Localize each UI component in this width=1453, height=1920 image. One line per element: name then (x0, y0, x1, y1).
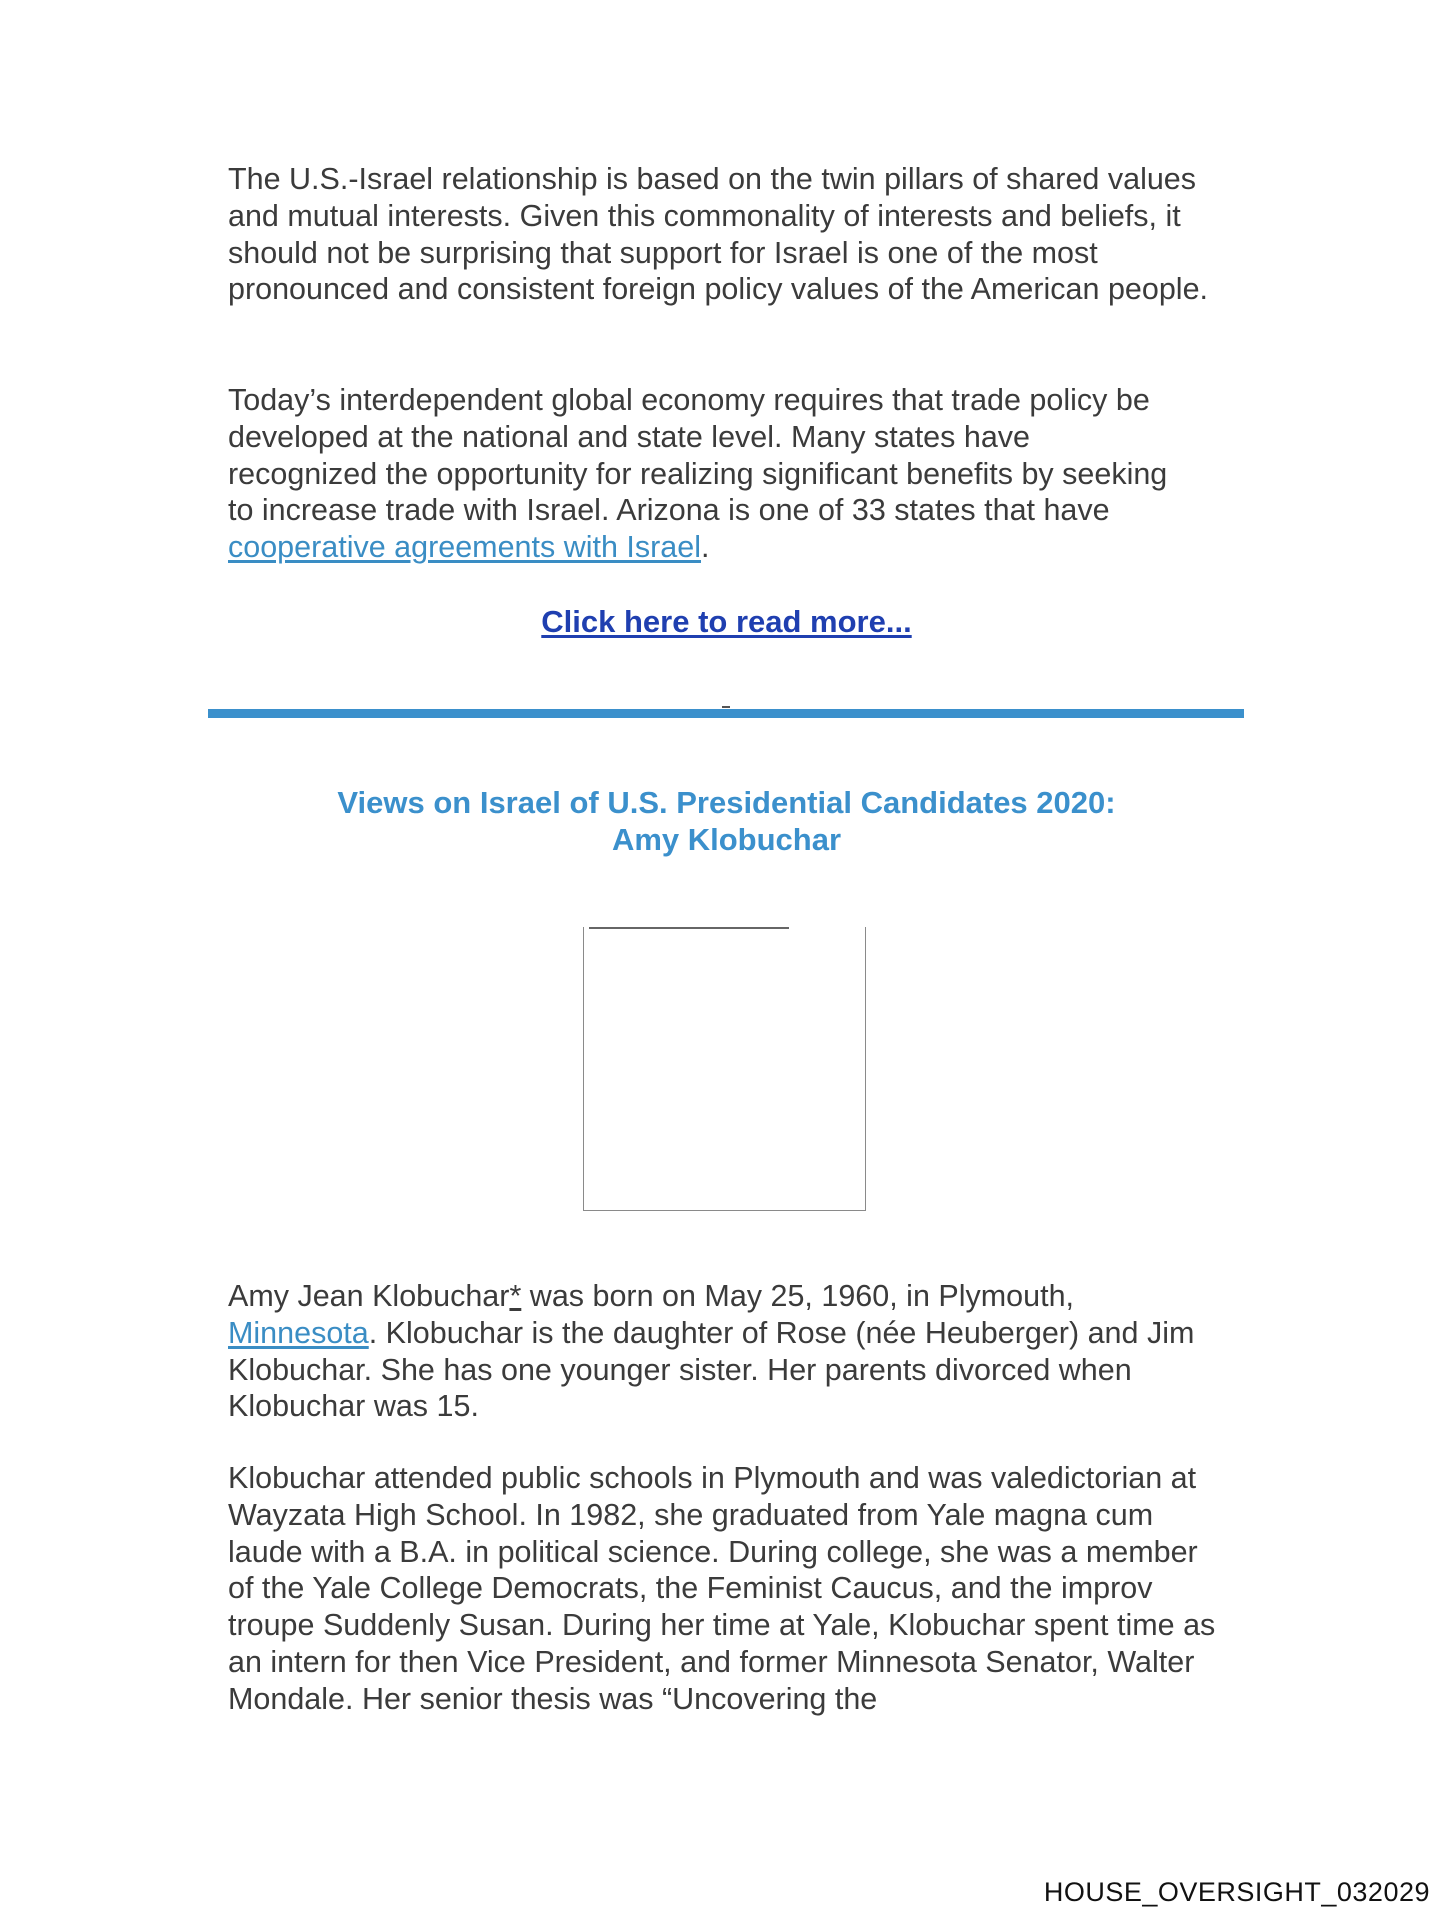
trade-line-3: recognized the opportunity for realizing significant benefits by seeking (228, 456, 1168, 491)
trade-line-4: to increase trade with Israel. Arizona is one of 33 states that have (228, 493, 1110, 528)
document-id-stamp: HOUSE_OVERSIGHT_032029 (1043, 1877, 1430, 1907)
section-heading (0, 784, 1453, 858)
minnesota-link[interactable]: Minnesota (228, 1315, 369, 1350)
read-more-link[interactable]: Click here to read more... (541, 604, 912, 639)
bio-name: Amy Jean Klobuchar (228, 1279, 510, 1313)
bio-birth: was born on May 25, 1960, in Plymouth, (521, 1279, 1075, 1313)
section-divider (208, 709, 1244, 718)
education-paragraph: Klobuchar attended public schools in Plymouth and was valedictorian at Wayzata High School. In 1982, she graduated from Yale magna cum laude with a B.A. in political science. During college, she was a member of the Yale College Democrats, the Feminist Caucus, and the improv troupe Suddenly Susan. During her time at Yale, Klobuchar spent time as an intern for then Vice President, and former Minnesota Senator, Walter Mondale. Her senior thesis was “Uncovering the (228, 1461, 1216, 1716)
footnote-asterisk-link[interactable]: * (509, 1279, 522, 1313)
trade-line-2: developed at the national and state level. Many states have (228, 419, 1031, 454)
bio-family: . Klobuchar is the daughter of Rose (née Heuberger) and Jim Klobuchar. She has one younger sister. Her parents divorced when Klobuchar was 15. (228, 1315, 1195, 1424)
trade-line-1: Today’s interdependent global economy requires that trade policy be (228, 383, 1150, 417)
divider-tick (722, 706, 730, 708)
read-more-container (0, 604, 1453, 640)
candidate-photo-placeholder (583, 927, 866, 1211)
heading-line-1: Views on Israel of U.S. Presidential Candidates 2020: (337, 785, 1116, 820)
biography-paragraph (228, 1278, 1228, 1425)
heading-line-2: Amy Klobuchar (611, 822, 842, 857)
intro-paragraph: The U.S.-Israel relationship is based on the twin pillars of shared values and mutual interests. Given this commonality of interests and beliefs, it should not be surprising that support for Israel is one of the most pronounced and consistent foreign policy values of the American people. (228, 162, 1209, 307)
trade-paragraph (228, 382, 1228, 566)
photo-caption-line (589, 927, 789, 929)
trade-trailing-period: . (701, 530, 710, 565)
cooperative-agreements-link[interactable]: cooperative agreements with Israel (228, 530, 701, 565)
